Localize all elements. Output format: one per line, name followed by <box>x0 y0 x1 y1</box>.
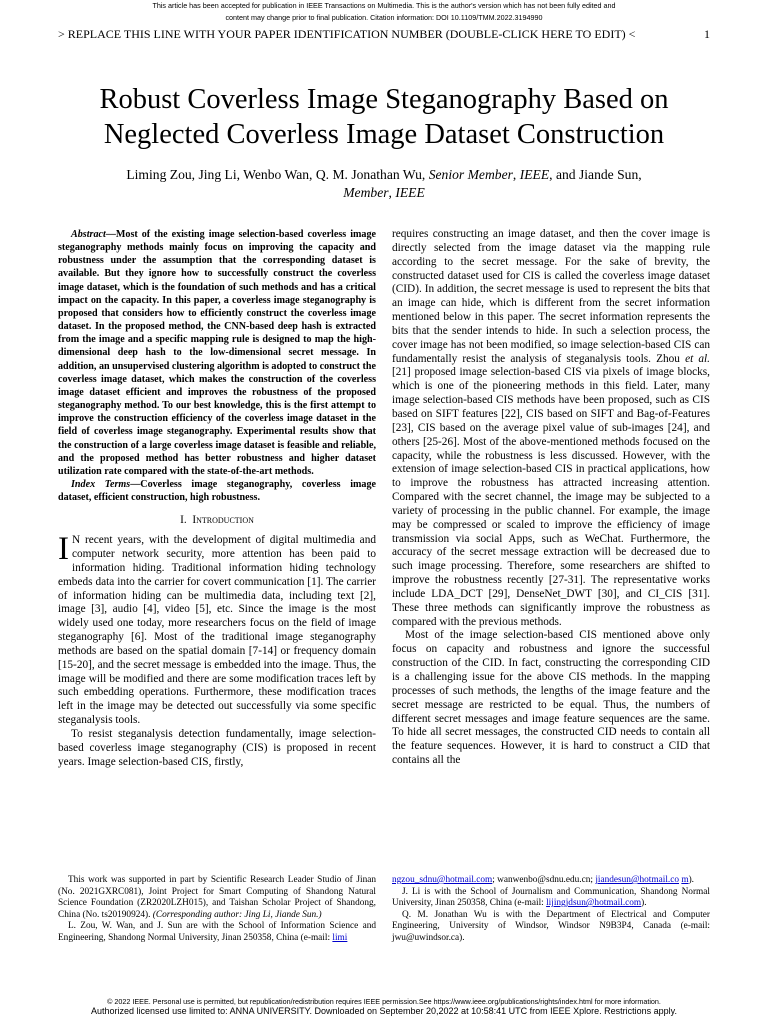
email-link-1-cont[interactable]: ngzou_sdnu@hotmail.com <box>392 875 493 885</box>
abstract <box>58 228 376 478</box>
abstract-text: —Most of the existing image selection-based coverless image steganography methods mainly focus on improving the capacity and robustness under the assumption that the corresponding dataset is available. But they ignore how to successfully construct the coverless image dataset, which is the foundation of such methods and has a critical impact on the capacity. In this paper, a coverless image steganography is proposed that considers how to efficiently construct the coverless image dataset. In the proposed method, the CNN-based deep hash is extracted from the image and a specific mapping rule is designed to map the high-dimensional deep hash to the low-dimensional secret message. In addition, an unsupervised clustering algorithm is adopted to construct the coverless image dataset, which makes the construction of the coverless image dataset efficient and improves the robustness of the proposed steganography method. To our best knowledge, this is the first attempt to improve the construction efficiency of the coverless image dataset in the field of coverless image steganography. Experimental results show that the construction of a large coverless image dataset is feasible and reliable, and the proposed method has better robustness and higher dataset utilization rate compared with the state-of-the-art methods. <box>58 229 376 477</box>
title-line-1: Robust Coverless Image Steganography Based on <box>99 84 669 115</box>
section-numeral: I. <box>180 514 187 527</box>
intro-text-1: N recent years, with the development of digital multimedia and computer network security, more attention has been paid to information hiding. Traditional information hiding technology embeds data into the carrier for covert communication [1]. The carrier of information hiding can be multimedia data, including text [2], image [3], audio [4], video [5], etc. Since the image is the most widely used one today, more researchers focus on the field of image steganography [6]. Most of the traditional image steganography methods are based on the spatial domain [7-14] or frequency domain [15-20], and the secret message is embedded into the image. Thus, the image will be modified and there are some modification traces left by such embedding operations. Furthermore, these modification traces left in the image may be detected out successfully via some specific steganalysis tools. <box>58 534 376 727</box>
affiliation-note-3: Q. M. Jonathan Wu is with the Department of Electrical and Computer Engineering, University of Windsor, Windsor N9B3P4, Canada (e-mail: jwu@uwindsor.ca). <box>392 909 710 943</box>
left-column <box>58 228 376 769</box>
right-column <box>392 228 710 768</box>
email-close: ). <box>688 875 694 885</box>
author-list: Liming Zou, Jing Li, Wenbo Wan, Q. M. Jonathan Wu, Senior Member, IEEE, and Jiande Sun, Member, IEEE <box>126 167 642 200</box>
author-names-2: , and Jiande Sun, <box>549 167 642 182</box>
affiliation-close-2: ). <box>641 898 647 908</box>
author-org-2: IEEE <box>395 185 425 200</box>
body-text-1b: [21] proposed image selection-based CIS via pixels of image blocks, which is one of the pioneering methods in this field. Later, many image selection-based CIS methods have been proposed, such as CIS based on SIFT features [22], CIS based on SIFT and Bag-of-Features [23], CIS based on the average pixel value of sub-images [24], and others [25-26]. Most of the above-mentioned methods focused on the capacity, while the robustness is less discussed. However, with the extension of image selection-based CIS in practical applications, how to improve the robustness has attracted increasing attention. Compared with the secret channel, the image may be subjected to a variety of processing in the public channel. For example, the image may be compressed or scaled to improve the efficiency of image transmission via social Apps, such as WeChat. Furthermore, the accuracy of the secret message extraction will be decreased due to such image processing. Therefore, some researchers are shifted to improve the robustness recently [27-31]. The representative works include LDA_DCT [29], DenseNet_DWT [30], and CI_CIS [31]. These three methods can significantly improve the robustness as compared with the previous methods. <box>392 366 710 628</box>
affiliation-note-1-cont <box>392 875 710 887</box>
author-role-2: Member <box>343 185 389 200</box>
notice-line-1: This article has been accepted for publication in IEEE Transactions on Multimedia. This is the author's version which has not been fully edited and <box>152 1 616 10</box>
title-line-2: Neglected Coverless Image Dataset Construction <box>103 119 665 150</box>
funding-text: This work was supported in part by Scientific Research Leader Studio of Jinan (No. 2021GXRC081), Joint Project for Smart Computing of Shandong Natural Science Foundation (ZR2020LZH015), and Taishan Scholar Project of Shandong, China (No. ts20190924). <box>58 875 376 920</box>
corresponding-author: (Corresponding author: Jing Li, Jiande Sun.) <box>152 909 322 920</box>
section-title: Introduction <box>192 514 254 527</box>
body-text-1a: requires constructing an image dataset, and then the cover image is directly selected from the image dataset via the mapping rule according to the secret message. For the sake of brevity, the constructed dataset used for CIS is called the coverless image dataset (CID). In addition, the secret message is used to represent the bits that an image can hide, which is different from the secret information mentioned below in this paper. The secret information represents the bits that the sender intends to hide. In such a selection process, the cover image has not been modified, so image selection-based CIS can fundamentally resist the analysis of steganalysis tools. Zhou <box>392 228 710 365</box>
drop-cap: I <box>58 531 69 568</box>
index-terms-text: —Coverless image steganography, coverless image dataset, efficient construction, high robustness. <box>58 478 376 504</box>
author-role-1: Senior Member <box>428 167 513 182</box>
affiliation-note-2 <box>392 887 710 910</box>
running-header <box>58 26 710 42</box>
section-heading <box>58 514 376 528</box>
header-text: > REPLACE THIS LINE WITH YOUR PAPER IDENTIFICATION NUMBER (DOUBLE-CLICK HERE TO EDIT) < <box>58 27 636 41</box>
citation-etal: et al. <box>685 352 710 365</box>
intro-paragraph-2: To resist steganalysis detection fundamentally, image selection-based coverless image steganography (CIS) is proposed in recent years. Image selection-based CIS, firstly, <box>58 727 376 768</box>
email-separator: ; wanwenbo@sdnu.edu.cn; <box>492 875 593 885</box>
affiliation-text-2: J. Li is with the School of Journalism and Communication, Shandong Normal University, Jinan 250358, China (e-mail: <box>392 886 710 908</box>
footnotes-left <box>58 875 376 944</box>
email-link-2-cont[interactable]: m <box>681 875 689 885</box>
email-link-1[interactable]: limi <box>332 932 348 943</box>
body-paragraph-1 <box>392 228 710 629</box>
publication-notice <box>0 0 768 24</box>
affiliation-text-1: L. Zou, W. Wan, and J. Sun are with the School of Information Science and Engineering, Shandong Normal University, Jinan 250358, China (e-mail: <box>58 921 376 943</box>
affiliation-note-1 <box>58 921 376 944</box>
author-org-1: IEEE <box>519 167 550 182</box>
license-footer: Authorized licensed use limited to: ANNA UNIVERSITY. Downloaded on September 20,2022 at 10:58:41 UTC from IEEE Xplore. Restrictions apply. <box>91 1006 677 1016</box>
paper-title <box>40 82 728 152</box>
notice-line-2: content may change prior to final publication. Citation information: DOI 10.1109/TMM.2022.3194990 <box>225 13 543 22</box>
footnotes-right <box>392 875 710 944</box>
email-link-3[interactable]: lijingjdsun@hotmail.com <box>546 898 642 908</box>
funding-note <box>58 875 376 921</box>
intro-paragraph-1 <box>58 531 376 728</box>
index-terms <box>58 478 376 504</box>
abstract-label: Abstract <box>71 229 106 240</box>
body-paragraph-2: Most of the image selection-based CIS mentioned above only focus on capacity and robustness and ignore the successful construction of the CID. In fact, constructing the corresponding CID is a challenging issue for the above CIS methods. In the mapping processes of such methods, the lengths of the image feature and the secret message are restricted to be equal. Thus, the numbers of different secret messages and image feature sequences are the same. To hide all secret messages, the constructed CID needs to contain all the feature sequences. However, it is hard to construct a CID that contains all the <box>392 629 710 767</box>
page-number: 1 <box>704 27 710 41</box>
index-terms-label: Index Terms <box>71 478 131 490</box>
copyright-footer: © 2022 IEEE. Personal use is permitted, but republication/redistribution requires IEEE permission.See https://www.ieee.org/publications/rights/index.html for more information. <box>107 997 661 1006</box>
email-link-2[interactable]: jiandesun@hotmail.co <box>595 875 680 885</box>
author-names: Liming Zou, Jing Li, Wenbo Wan, Q. M. Jonathan Wu, <box>126 167 426 182</box>
